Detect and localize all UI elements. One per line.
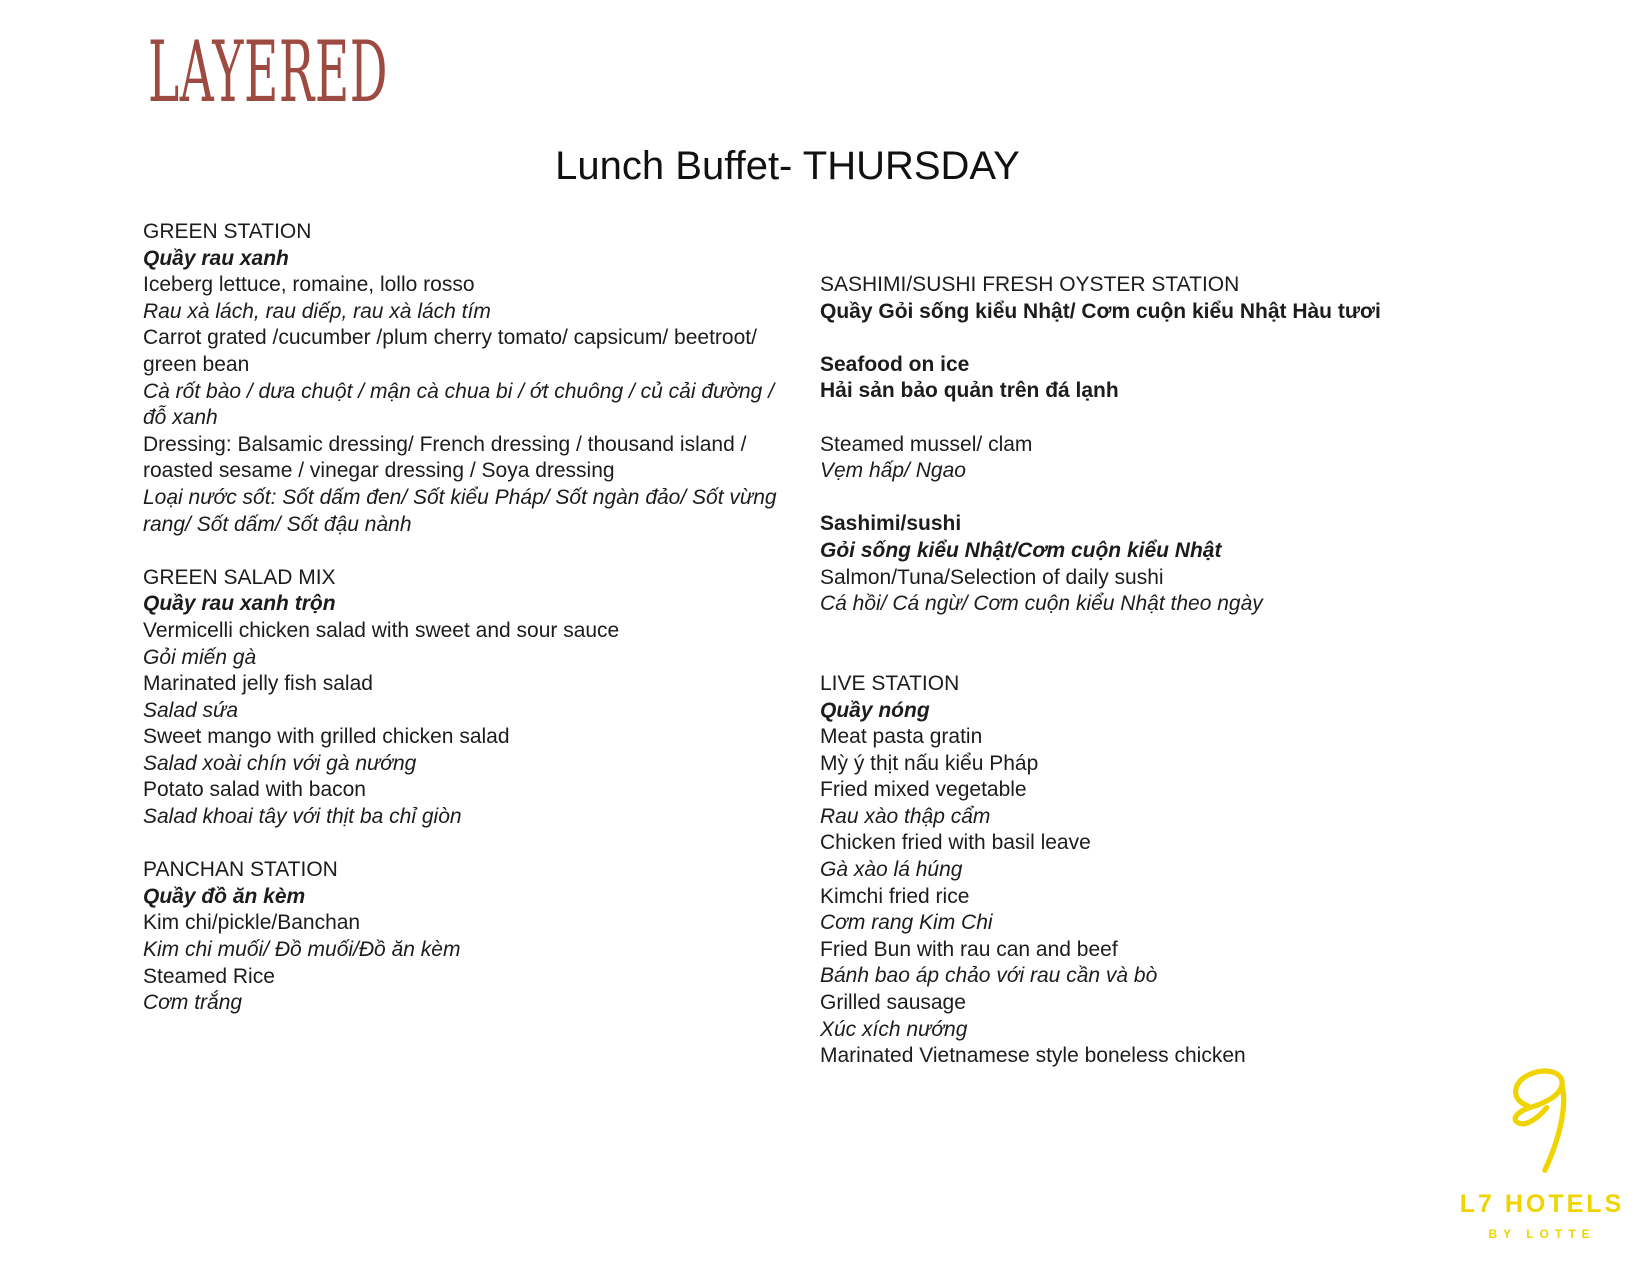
by-lotte-label: BY LOTTE xyxy=(1488,1227,1596,1241)
menu-section xyxy=(820,272,1420,325)
menu-line: Salmon/Tuna/Selection of daily sushi xyxy=(820,565,1164,589)
menu-line: Marinated Vietnamese style boneless chicken xyxy=(820,1044,1246,1068)
menu-section xyxy=(820,511,1420,617)
menu-section xyxy=(143,857,803,1017)
station-header: SASHIMI/SUSHI FRESH OYSTER STATION xyxy=(820,273,1240,296)
menu-line: Dressing: Balsamic dressing/ French dressing / thousand island / xyxy=(143,432,747,456)
menu-section xyxy=(143,565,803,831)
menu-line: Cơm rang Kim Chi xyxy=(820,911,993,935)
menu-line: Loại nước sốt: Sốt dấm đen/ Sốt kiểu Pháp/ Sốt ngàn đảo/ Sốt vừng xyxy=(143,485,777,509)
menu-line: Rau xà lách, rau diếp, rau xà lách tím xyxy=(143,299,491,323)
menu-line: Fried mixed vegetable xyxy=(820,778,1027,802)
menu-line: Quầy nóng xyxy=(820,698,930,722)
menu-line: Fried Bun with rau can and beef xyxy=(820,937,1118,961)
station-header: PANCHAN STATION xyxy=(143,858,338,882)
menu-line: Salad khoai tây với thịt ba chỉ giòn xyxy=(143,805,462,829)
menu-line: Quầy Gỏi sống kiểu Nhật/ Cơm cuộn kiểu Nhật Hàu tươi xyxy=(820,299,1381,323)
menu-section xyxy=(820,432,1420,485)
menu-line: Quầy rau xanh xyxy=(143,246,289,270)
menu-line: Seafood on ice xyxy=(820,352,970,376)
l7-hotels-logo xyxy=(1452,1062,1632,1241)
menu-line: Vẹm hấp/ Ngao xyxy=(820,459,966,483)
station-header: GREEN STATION xyxy=(143,220,312,243)
menu-line: Cà rốt bào / dưa chuột / mận cà chua bi / ớt chuông / củ cải đường / xyxy=(143,379,775,403)
menu-line: Potato salad with bacon xyxy=(143,778,366,802)
menu-line: Gỏi sống kiểu Nhật/Cơm cuộn kiểu Nhật xyxy=(820,538,1222,562)
l7-script-icon xyxy=(1499,1062,1585,1176)
menu-line: Hải sản bảo quản trên đá lạnh xyxy=(820,379,1119,403)
menu-line: Grilled sausage xyxy=(820,991,966,1015)
menu-line: Salad xoài chín với gà nướng xyxy=(143,751,417,775)
layered-restaurant-logo: LAYERED xyxy=(148,23,389,121)
menu-line: Chicken fried with basil leave xyxy=(820,831,1091,855)
menu-line: Carrot grated /cucumber /plum cherry tomato/ capsicum/ beetroot/ xyxy=(143,326,757,350)
menu-line: Mỳ ý thịt nấu kiểu Pháp xyxy=(820,751,1039,775)
menu-line: Marinated jelly fish salad xyxy=(143,672,373,696)
menu-line: Rau xào thập cẩm xyxy=(820,804,991,828)
station-header: GREEN SALAD MIX xyxy=(143,565,336,589)
l7-hotels-label: L7 HOTELS xyxy=(1459,1190,1625,1218)
menu-line: Xúc xích nướng xyxy=(820,1017,968,1041)
menu-line: Steamed Rice xyxy=(143,964,275,988)
menu-section xyxy=(143,219,803,538)
menu-line: green bean xyxy=(143,352,250,376)
menu-line: Cơm trắng xyxy=(143,991,243,1015)
menu-line: Bánh bao áp chảo với rau cần và bò xyxy=(820,964,1158,988)
page-title: Lunch Buffet- THURSDAY xyxy=(555,144,1020,188)
menu-line: Kim chi/pickle/Banchan xyxy=(143,911,361,935)
menu-column-right xyxy=(820,272,1420,1070)
menu-line: Cá hồi/ Cá ngừ/ Cơm cuộn kiểu Nhật theo ngày xyxy=(820,592,1263,616)
menu-line: Kimchi fried rice xyxy=(820,884,970,908)
menu-line: Meat pasta gratin xyxy=(820,725,983,749)
menu-line: roasted sesame / vinegar dressing / Soya dressing xyxy=(143,459,615,483)
menu-line: Quầy rau xanh trộn xyxy=(143,592,336,616)
menu-line: Iceberg lettuce, romaine, lollo rosso xyxy=(143,273,475,297)
menu-line: rang/ Sốt dấm/ Sốt đậu nành xyxy=(143,512,412,536)
menu-line: Gà xào lá húng xyxy=(820,858,963,882)
menu-line: Gỏi miến gà xyxy=(143,645,257,669)
menu-line: Quầy đồ ăn kèm xyxy=(143,884,306,908)
menu-section xyxy=(820,671,1420,1070)
menu-line: Steamed mussel/ clam xyxy=(820,432,1033,456)
station-header: LIVE STATION xyxy=(820,671,960,695)
menu-section xyxy=(820,352,1420,405)
menu-line: đỗ xanh xyxy=(143,406,218,430)
menu-line: Kim chi muối/ Đồ muối/Đồ ăn kèm xyxy=(143,938,461,962)
menu-column-left xyxy=(143,219,803,1017)
menu-line: Sweet mango with grilled chicken salad xyxy=(143,725,510,749)
menu-line: Vermicelli chicken salad with sweet and sour sauce xyxy=(143,618,620,642)
menu-line: Salad sứa xyxy=(143,698,239,722)
menu-line: Sashimi/sushi xyxy=(820,512,962,536)
